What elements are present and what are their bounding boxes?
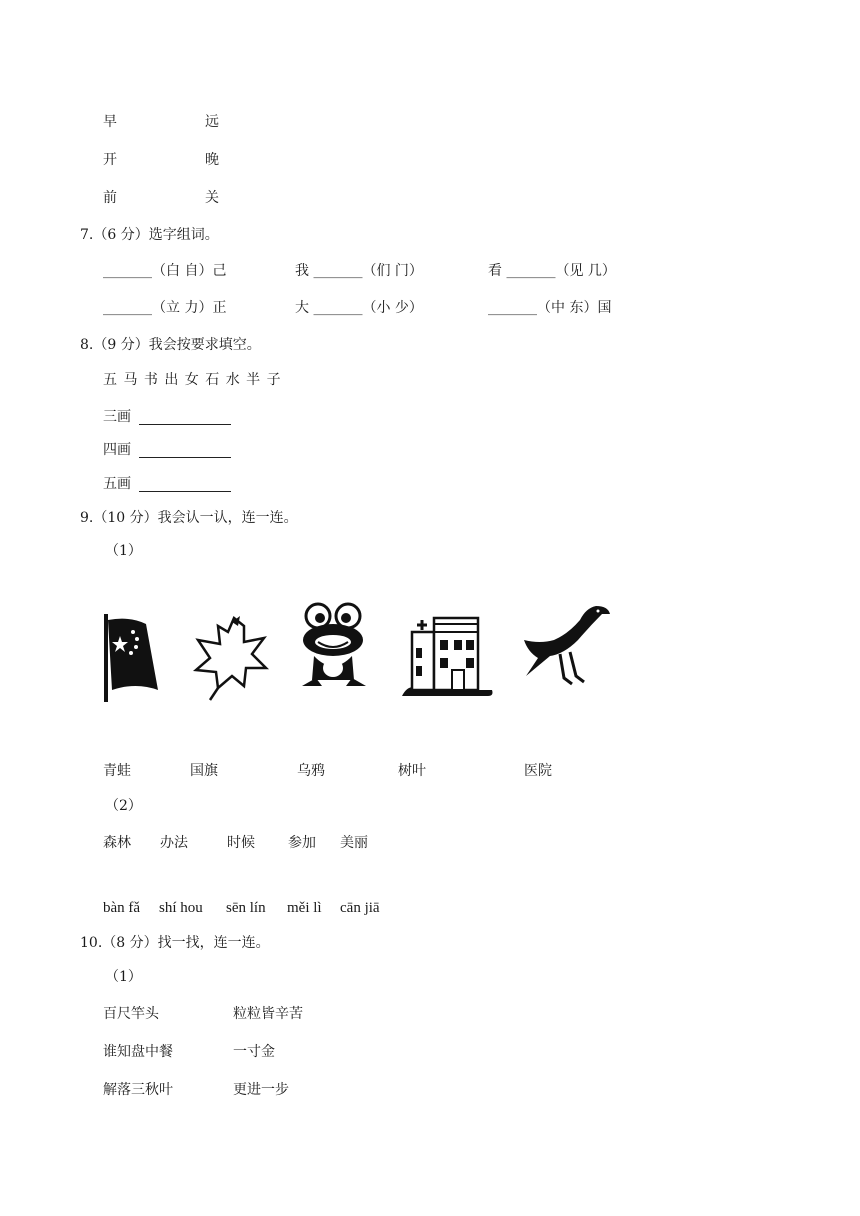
q9-part-2-label: （2） bbox=[105, 798, 142, 814]
choice-text: （白 自）己 bbox=[152, 263, 227, 279]
q7-item-5 bbox=[295, 299, 423, 317]
q9-pinyin-3: sēn lín bbox=[226, 900, 266, 916]
row-label: 四画 bbox=[103, 442, 131, 458]
q8-row-four-strokes bbox=[103, 441, 131, 459]
choice-text: （小 少） bbox=[362, 300, 423, 316]
fill-blank[interactable]: _______ bbox=[488, 300, 537, 316]
q7-item-2 bbox=[295, 262, 423, 280]
choice-text: （见 几） bbox=[555, 263, 616, 279]
question-9-title: 9.（10 分）我会认一认，连一连。 bbox=[80, 510, 298, 526]
antonym-left-3: 前 bbox=[103, 190, 117, 206]
fill-blank[interactable]: _______ bbox=[313, 300, 363, 316]
q9-pinyin-5: cān jiā bbox=[340, 900, 380, 916]
crow-icon bbox=[520, 600, 614, 692]
choice-text: （们 门） bbox=[362, 263, 423, 279]
q9-word-2: 国旗 bbox=[190, 763, 218, 779]
antonym-right-3: 关 bbox=[205, 190, 219, 206]
q10-right-1: 粒粒皆辛苦 bbox=[233, 1006, 303, 1022]
antonym-right-2: 晚 bbox=[205, 152, 219, 168]
q9-word-4: 树叶 bbox=[398, 763, 426, 779]
q8-row-five-strokes bbox=[103, 475, 131, 493]
row-label: 三画 bbox=[103, 409, 131, 425]
q9-pinyin-4: měi lì bbox=[287, 900, 322, 916]
hospital-icon bbox=[398, 612, 494, 698]
answer-line[interactable] bbox=[139, 424, 231, 425]
choice-text: （立 力）正 bbox=[152, 300, 227, 316]
q10-part-1-label: （1） bbox=[105, 969, 142, 985]
antonym-left-1: 早 bbox=[103, 114, 117, 130]
q9-word2-5: 美丽 bbox=[340, 835, 368, 851]
q10-left-3: 解落三秋叶 bbox=[103, 1082, 173, 1098]
prefix-text: 看 bbox=[488, 263, 502, 279]
answer-line[interactable] bbox=[139, 491, 231, 492]
flag-icon bbox=[100, 612, 162, 704]
q8-row-three-strokes bbox=[103, 408, 131, 426]
prefix-text: 大 bbox=[295, 300, 309, 316]
q9-word2-3: 时候 bbox=[227, 835, 255, 851]
antonym-right-1: 远 bbox=[205, 114, 219, 130]
frog-icon bbox=[298, 600, 370, 692]
q10-left-2: 谁知盘中餐 bbox=[103, 1044, 173, 1060]
q9-word2-4: 参加 bbox=[288, 835, 316, 851]
q7-item-1 bbox=[103, 262, 226, 280]
row-label: 五画 bbox=[103, 476, 131, 492]
antonym-left-2: 开 bbox=[103, 152, 117, 168]
q10-left-1: 百尺竿头 bbox=[103, 1006, 159, 1022]
q8-character-list: 五 马 书 出 女 石 水 半 子 bbox=[103, 372, 282, 388]
q9-word2-2: 办法 bbox=[160, 835, 188, 851]
q9-word-5: 医院 bbox=[524, 763, 552, 779]
fill-blank[interactable]: _______ bbox=[313, 263, 363, 279]
fill-blank[interactable]: _______ bbox=[103, 300, 152, 316]
question-10-title: 10.（8 分）找一找，连一连。 bbox=[80, 935, 270, 951]
question-8-title: 8.（9 分）我会按要求填空。 bbox=[80, 337, 261, 353]
fill-blank[interactable]: _______ bbox=[103, 263, 152, 279]
prefix-text: 我 bbox=[295, 263, 309, 279]
q9-word-3: 乌鸦 bbox=[297, 763, 325, 779]
answer-line[interactable] bbox=[139, 457, 231, 458]
fill-blank[interactable]: _______ bbox=[506, 263, 556, 279]
q7-item-6 bbox=[488, 299, 611, 317]
q7-item-4 bbox=[103, 299, 226, 317]
q9-part-1-label: （1） bbox=[105, 543, 142, 559]
q9-word-1: 青蛙 bbox=[103, 763, 131, 779]
q7-item-3 bbox=[488, 262, 616, 280]
q10-right-3: 更进一步 bbox=[233, 1082, 289, 1098]
leaf-icon bbox=[188, 614, 272, 702]
q10-right-2: 一寸金 bbox=[233, 1044, 275, 1060]
q9-pinyin-2: shí hou bbox=[159, 900, 203, 916]
choice-text: （中 东）国 bbox=[537, 300, 612, 316]
q9-pinyin-1: bàn fǎ bbox=[103, 900, 141, 916]
question-7-title: 7.（6 分）选字组词。 bbox=[80, 227, 219, 243]
q9-word2-1: 森林 bbox=[103, 835, 131, 851]
